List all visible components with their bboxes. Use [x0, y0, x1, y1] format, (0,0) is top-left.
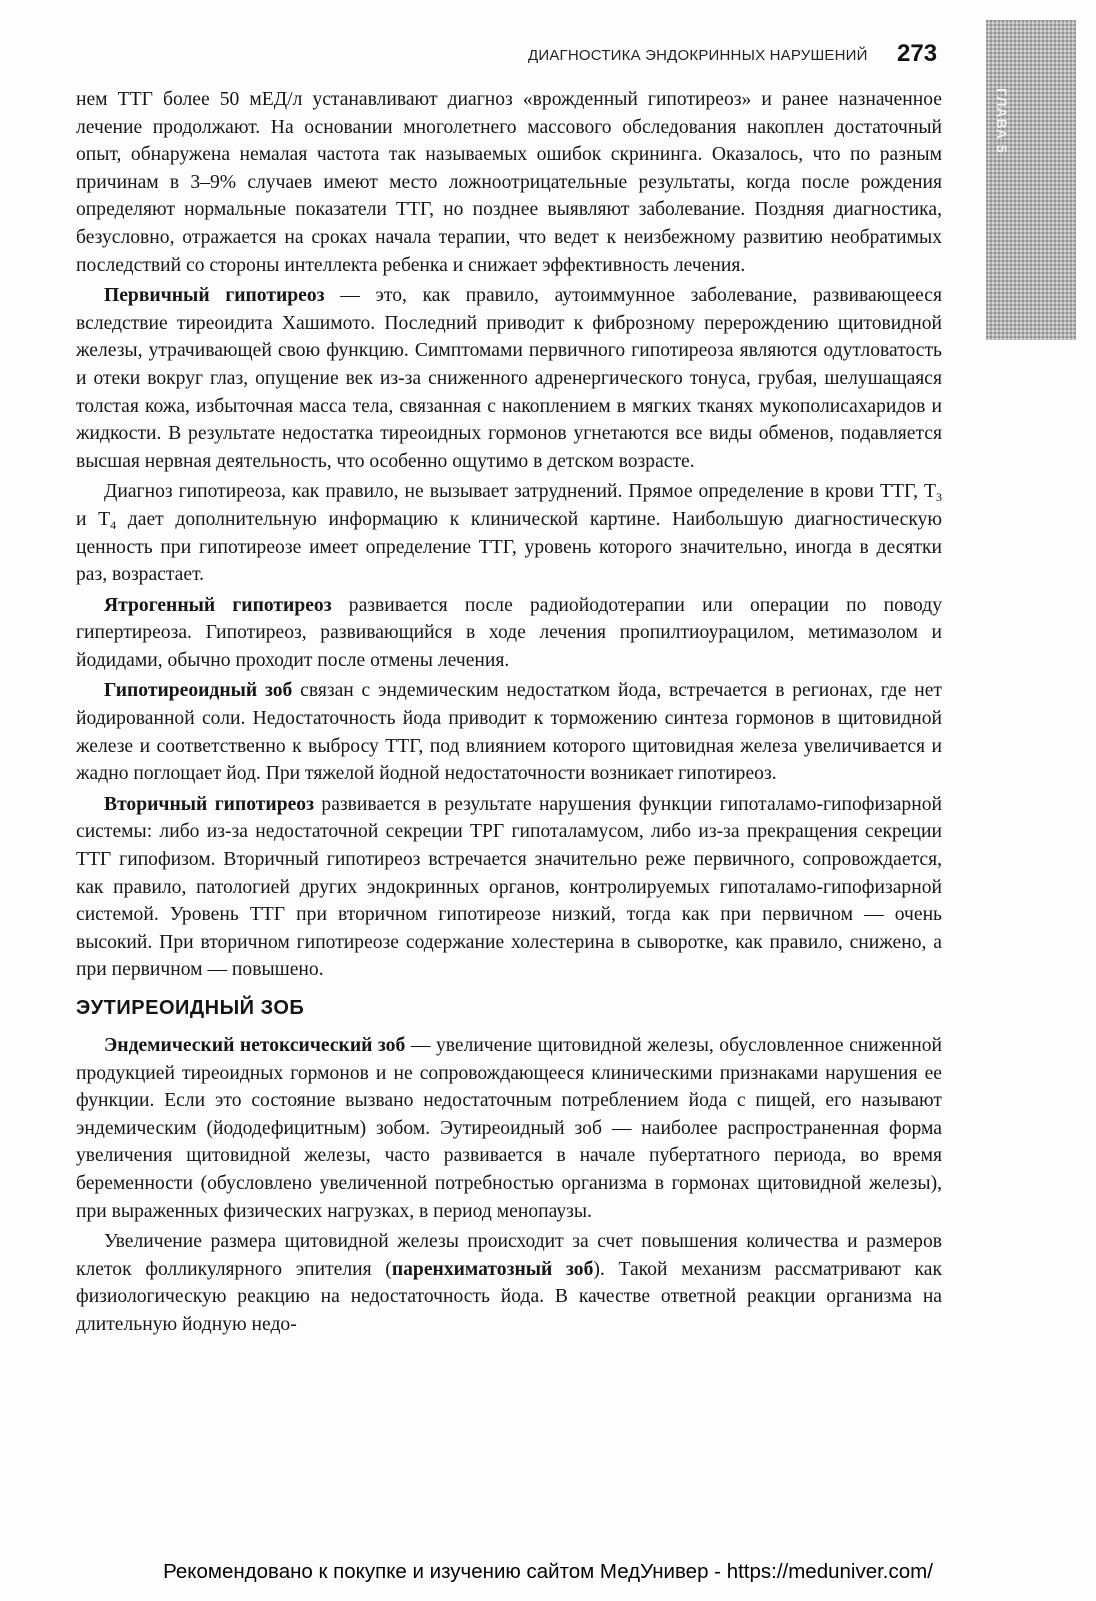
term-endemic-goiter: Эндемический нетоксический зоб — [104, 1035, 406, 1056]
paragraph-text: развивается после радиойодотерапии или операции по поводу гипертиреоза. Гипотиреоз, развивающийся в ходе лечения пропилтиоурацилом, метимазолом и йодидами, обычно проходит после отмены лечения. — [76, 594, 942, 671]
term-iatrogenic-hypothyroidism: Ятрогенный гипотиреоз — [104, 594, 332, 616]
paragraph-text: ). Такой механизм рассматривают как физиологическую реакцию на недостаточность йода. В качестве ответной реакции организма на длительную йодную недо- — [76, 1258, 942, 1335]
footer-recommendation: Рекомендовано к покупке и изучению сайтом МедУнивер - https://meduniver.com/ — [163, 1560, 933, 1583]
paragraph-endemic-goiter — [76, 1032, 942, 1225]
term-primary-hypothyroidism: Первичный гипотиреоз — [104, 285, 325, 307]
term-secondary-hypothyroidism: Вторичный гипотиреоз — [104, 793, 314, 815]
paragraph-text: Увеличение размера щитовидной железы происходит за счет повышения количества и размеров клеток фолликулярного эпителия ( — [76, 1231, 942, 1280]
paragraph-text: — увеличение щитовидной железы, обусловленное сниженной продукцией тиреоидных гормонов и не сопровождающееся клиническими признаками нарушения ее функции. Если это состояние вызвано недостаточным потреблением йода с пищей, его называют эндемическим (йододефицитным) зобом. Эутиреоидный зоб — наиболее распространенная форма увеличения щитовидной железы, часто развивается в начале пубертатного периода, во время беременности (обусловлено увеличенной потребностью организма в гормонах щитовидной железы), при выраженных физических нагрузках, в период менопаузы. — [76, 1035, 942, 1222]
paragraph-primary-hypothyroidism — [76, 282, 942, 475]
paragraph-text: дает дополнительную информацию к клинической картине. Наибольшую диагностическую ценность при гипотиреозе имеет определение ТТГ, уровень которого значительно, иногда в десятки раз, возрастает. — [76, 508, 942, 586]
subscript-4: 4 — [110, 517, 117, 532]
paragraph-iatrogenic-hypothyroidism — [76, 592, 942, 675]
paragraph-secondary-hypothyroidism — [76, 791, 942, 984]
term-hypothyroid-goiter: Гипотиреоидный зоб — [104, 680, 293, 702]
paragraph-text: Диагноз гипотиреоза, как правило, не вызывает затруднений. Прямое определение в крови ТТГ, Т — [104, 481, 936, 503]
running-head: ДИАГНОСТИКА ЭНДОКРИННЫХ НАРУШЕНИЙ — [528, 47, 868, 64]
subscript-3: 3 — [936, 490, 942, 505]
paragraph-text: связан с эндемическим недостатком йода, встречается в регионах, где нет йодированной соли. Недостаточность йода приводит к торможению синтеза гормонов в щитовидной железе и соответственно к выбросу ТТГ, под влиянием которого щитовидная железа увеличивается и жадно поглощает йод. При тяжелой йодной недостаточности возникает гипотиреоз. — [76, 680, 942, 785]
paragraph-text: и Т — [76, 508, 111, 530]
body-text — [76, 86, 942, 1342]
paragraph-text: нем ТТГ более 50 мЕД/л устанавливают диагноз «врожденный гипотиреоз» и ранее назначенное лечение продолжают. На основании многолетнего массового обследования накоплен достаточный опыт, обнаружена немалая частота так называемых ошибок скрининга. Оказалось, что по разным причинам в 3–9% случаев имеют место ложноотрицательные результаты, когда после рождения определяют нормальные показатели ТТГ, но позднее выявляют заболевание. Поздняя диагностика, безусловно, отражается на сроках начала терапии, что ведет к неизбежному развитию необратимых последствий со стороны интеллекта ребенка и снижает эффективность лечения. — [76, 89, 942, 276]
paragraph-text: — это, как правило, аутоиммунное заболевание, развивающееся вследствие тиреоидита Хашимото. Последний приводит к фиброзному перерождению щитовидной железы, утрачивающей свою функцию. Симптомами первичного гипотиреоза являются одутловатость и отеки вокруг глаз, опущение век из-за сниженного адренергического тонуса, грубая, шелушащаяся толстая кожа, избыточная масса тела, связанная с накоплением в мягких тканях мукополисахаридов и жидкости. В результате недостатка тиреоидных гормонов угнетаются все виды обменов, подавляется высшая нервная деятельность, что особенно ощутимо в детском возрасте. — [76, 285, 942, 472]
paragraph-text: развивается в результате нарушения функции гипоталамо-гипофизарной системы: либо из-за недостаточной секреции ТРГ гипоталамусом, либо из-за прекращения секреции ТТГ гипофизом. Вторичный гипотиреоз встречается значительно реже первичного, сопровождается, как правило, патологией других эндокринных органов, контролируемых гипоталамо-гипофизарной системой. Уровень ТТГ при вторичном гипотиреозе низкий, тогда как при первичном — очень высокий. При вторичном гипотиреозе содержание холестерина в сыворотке, как правило, снижено, а при первичном — повышено. — [76, 793, 942, 981]
paragraph-newborn-screening — [76, 86, 942, 279]
page-number: 273 — [897, 40, 938, 67]
paragraph-parenchymatous-goiter — [76, 1228, 942, 1338]
chapter-side-tab-label: ГЛАВА 5 — [994, 88, 1010, 154]
term-parenchymatous-goiter: паренхиматозный зоб — [391, 1258, 594, 1280]
paragraph-diagnosis — [76, 478, 942, 588]
section-heading: ЭУТИРЕОИДНЫЙ ЗОБ — [76, 997, 305, 1019]
paragraph-hypothyroid-goiter — [76, 677, 942, 787]
